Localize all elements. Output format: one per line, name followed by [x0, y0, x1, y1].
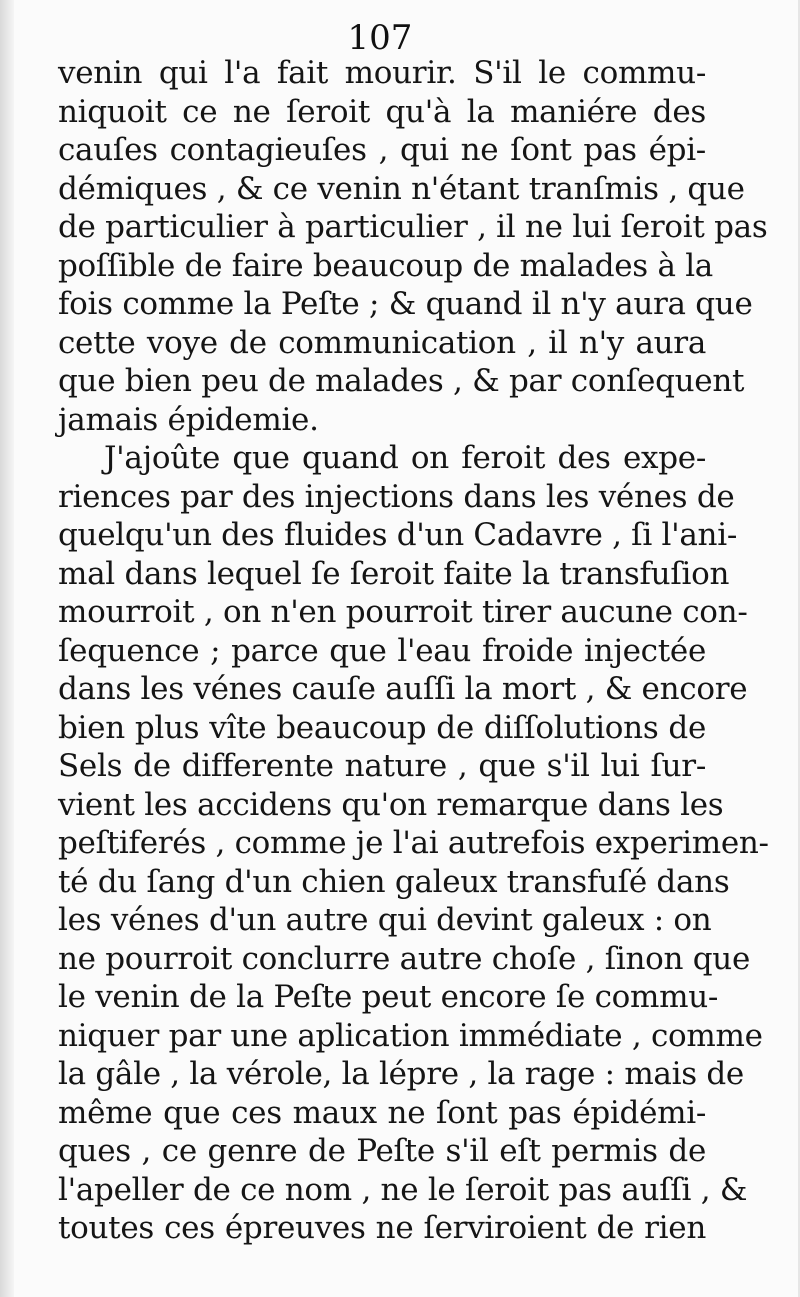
text-line: té du ſang d'un chien galeux transfuſé dans [58, 863, 730, 900]
text-line: toutes ces épreuves ne ſerviroient de rien [58, 1210, 706, 1246]
text-line: ſequence ; parce que l'eau froide injectée [58, 632, 706, 669]
text-line: bien plus vîte beaucoup de diſſolutions de [58, 709, 706, 746]
text-line: que bien peu de malades , & par conſequent [58, 363, 745, 399]
text-line: niquer par une aplication immédiate , comme [58, 1017, 763, 1054]
text-line: jamais épidemie. [58, 401, 319, 438]
text-line: cauſes contagieuſes , qui ne ſont pas épi- [58, 132, 706, 168]
text-line: niquoit ce ne ſeroit qu'à la maniére des [58, 93, 706, 130]
text-line: démiques , & ce venin n'étant tranſmis , que [58, 170, 745, 207]
text-line: la gâle , la vérole, la lépre , la rage : mais de [58, 1056, 744, 1092]
text-line: les vénes d'un autre qui devint galeux : on [58, 902, 712, 938]
page-gutter [0, 0, 14, 1297]
page-number: 107 [347, 18, 413, 58]
text-line: ques , ce genre de Peſte s'il eſt permis de [58, 1133, 706, 1169]
text-line: dans les vénes cauſe auſſi la mort , & encore [58, 671, 748, 707]
text-line: le venin de la Peſte peut encore ſe commu- [58, 979, 719, 1015]
text-line: de particulier à particulier , il ne lui ſeroit pas [58, 209, 768, 245]
text-line: l'apeller de ce nom , ne le ſeroit pas auſſi , & [58, 1171, 748, 1208]
text-line: poſſible de faire beaucoup de malades à la [58, 247, 713, 284]
text-line: ne pourroit conclurre autre choſe , ſinon que [58, 940, 751, 977]
text-line: quelqu'un des fluides d'un Cadavre , ſi l'ani- [58, 517, 737, 553]
text-line: vient les accidens qu'on remarque dans les [58, 786, 724, 823]
text-line: J'ajoûte que quand on feroit des expe- [104, 440, 706, 476]
text-line: riences par des injections dans les vénes de [58, 478, 735, 515]
paragraph [58, 439, 769, 1248]
text-line: venin qui l'a fait mourir. S'il le commu- [58, 55, 706, 91]
text-line: peſtiferés , comme je l'ai autrefois experimen- [58, 825, 769, 861]
text-line: mourroit , on n'en pourroit tirer aucune con- [58, 594, 748, 630]
paragraph [58, 54, 768, 439]
text-line: mal dans lequel ſe ſeroit faite la transfuſion [58, 555, 730, 592]
text-line: Sels de differente nature , que s'il lui ſur- [58, 748, 706, 784]
text-line: cette voye de communication , il n'y aura [58, 324, 706, 361]
body-text [58, 54, 769, 1248]
text-line: même que ces maux ne ſont pas épidémi- [58, 1094, 706, 1131]
text-line: fois comme la Peſte ; & quand il n'y aura que [58, 286, 753, 322]
